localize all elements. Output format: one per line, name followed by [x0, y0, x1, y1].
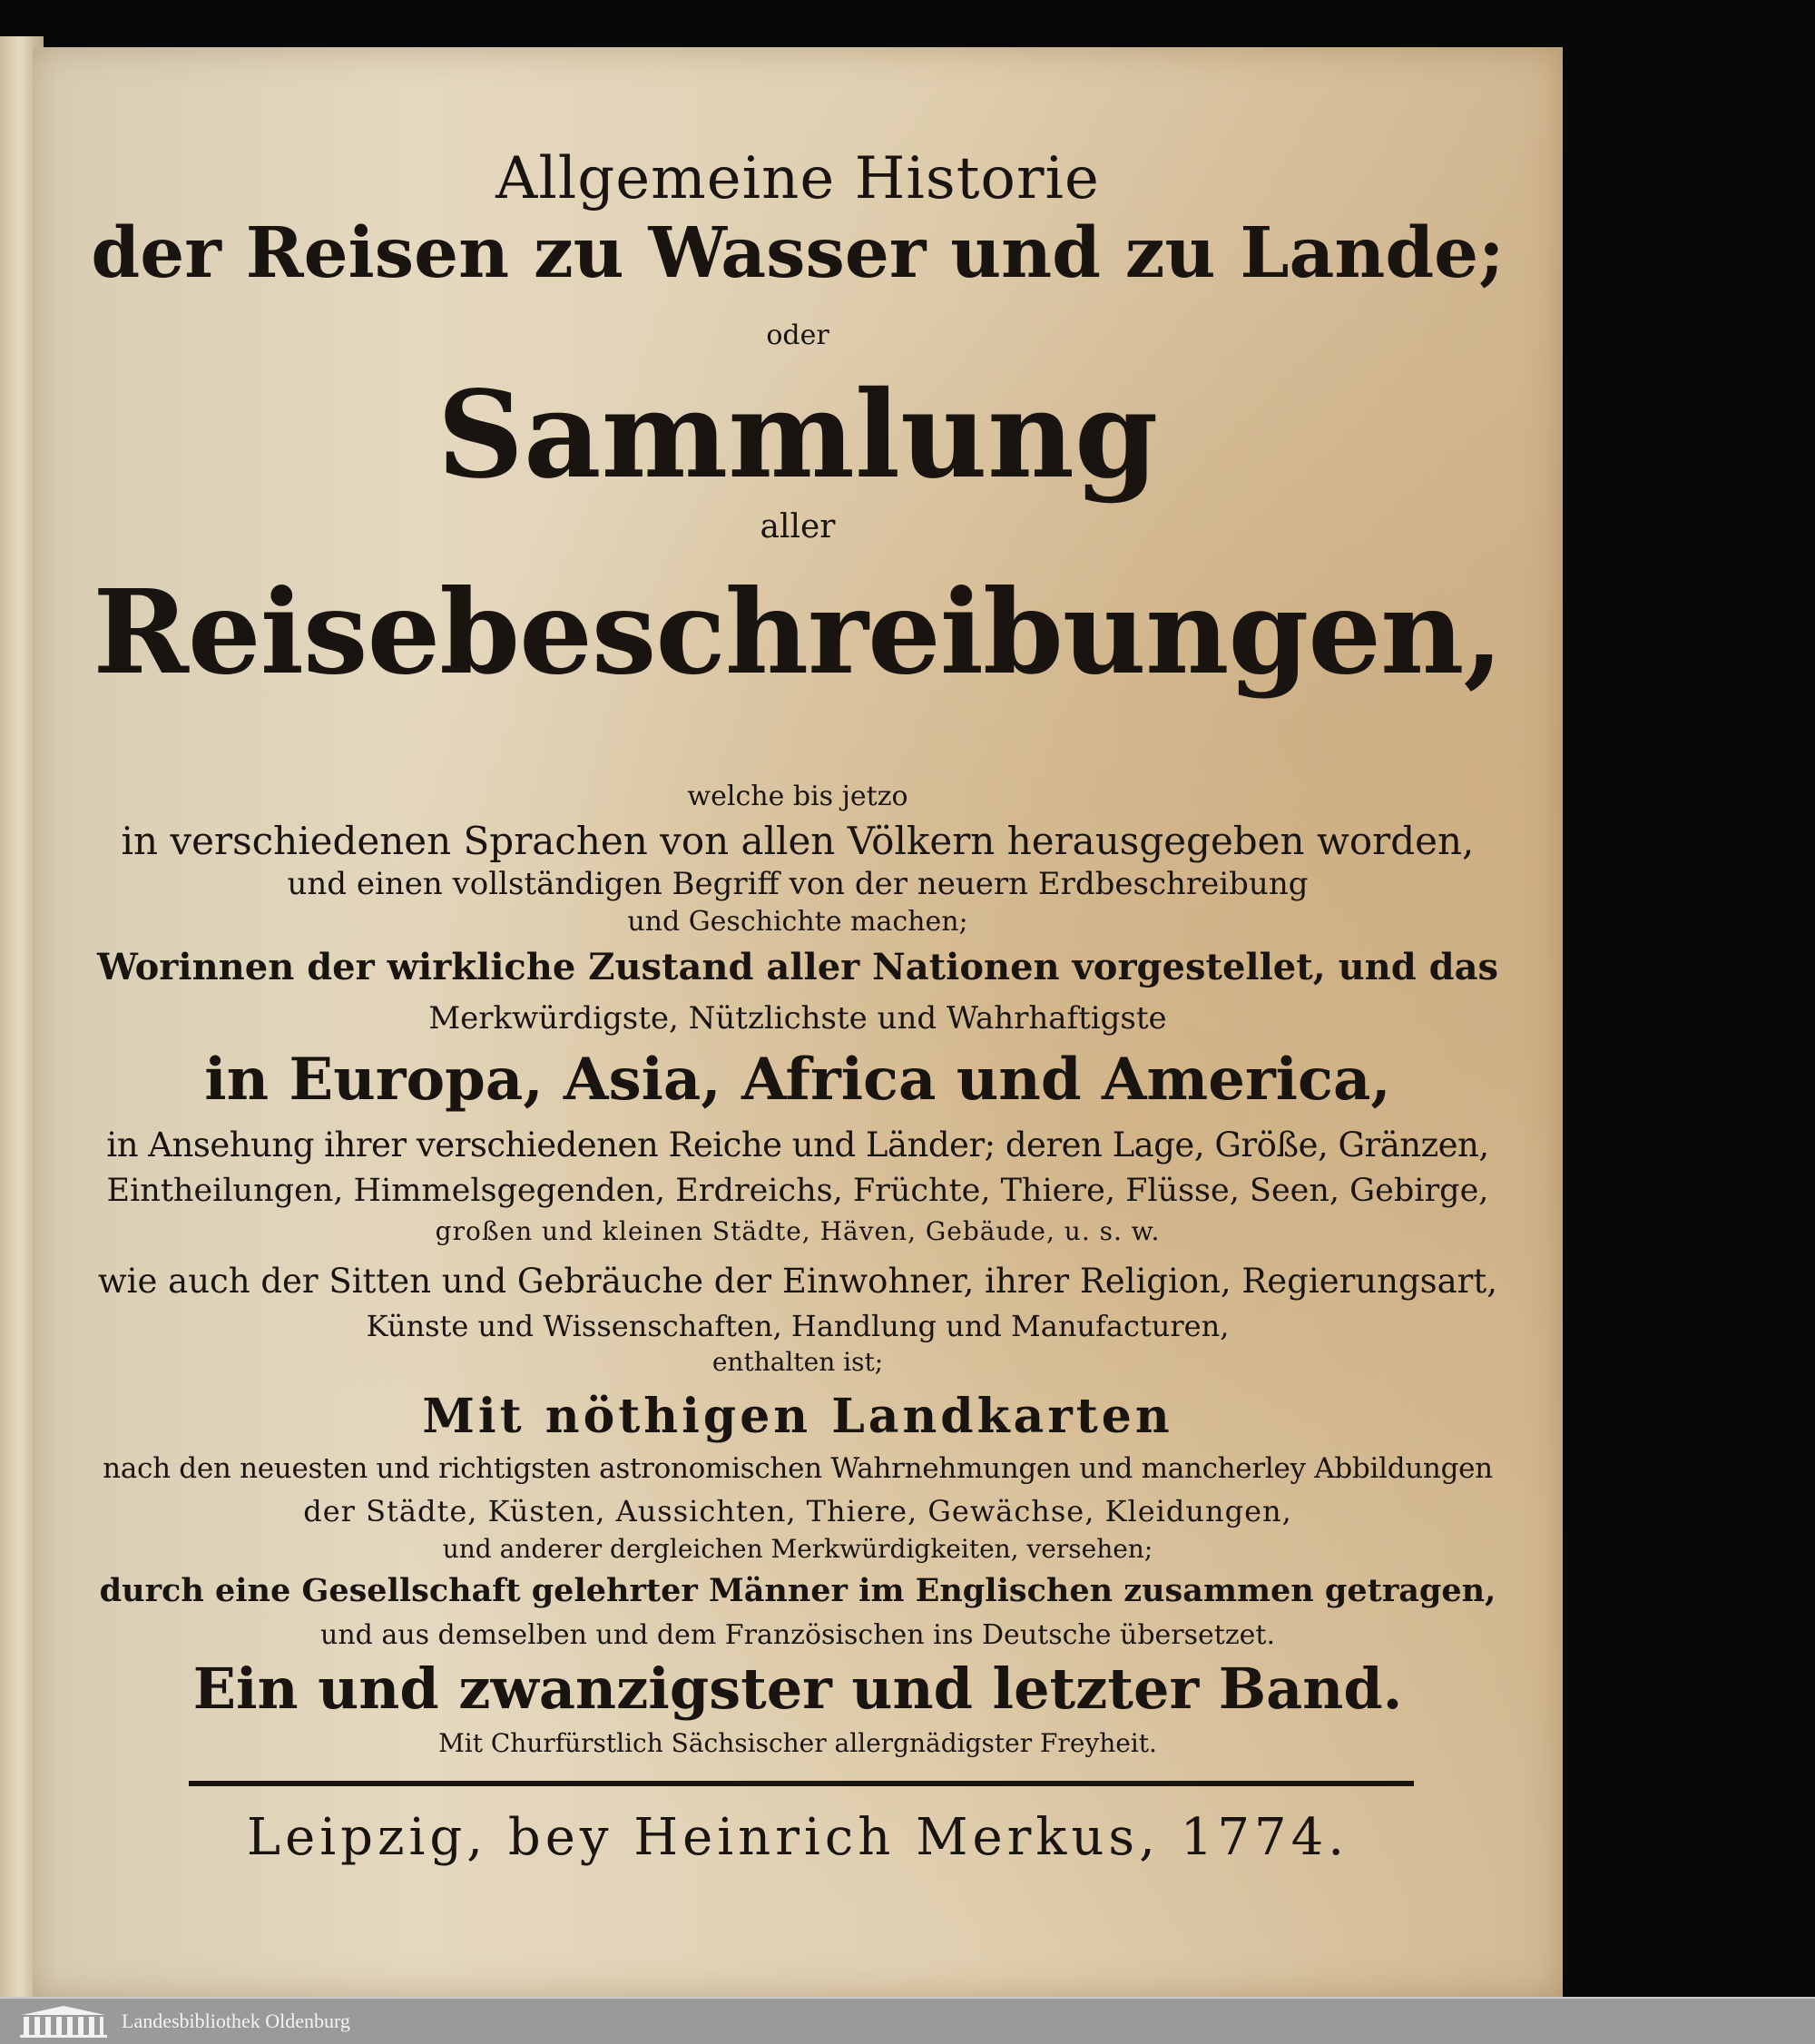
- title-aller: aller: [760, 508, 836, 545]
- imprint: Leipzig, bey Heinrich Merkus, 1774.: [246, 1808, 1349, 1867]
- title-page-text: [33, 47, 1563, 1997]
- library-name: Landesbibliothek Oldenburg: [122, 2010, 350, 2032]
- library-building-icon: [18, 2006, 109, 2037]
- subtitle-enthalten: enthalten ist;: [711, 1347, 884, 1377]
- title-reisebeschreibungen: Reisebeschreibungen,: [93, 565, 1503, 700]
- volume-statement: Ein und zwanzigster und letzter Band.: [192, 1656, 1403, 1722]
- imprint-rule: [189, 1781, 1414, 1786]
- subtitle-grossen: großen und kleinen Städte, Häven, Gebäude, u. s. w.: [435, 1216, 1161, 1246]
- subtitle-welche: welche bis jetzo: [687, 781, 908, 812]
- subtitle-der-staedte: der Städte, Küsten, Aussichten, Thiere, Gewächse, Kleidungen,: [303, 1494, 1292, 1528]
- subtitle-und-geschichte: und Geschichte machen;: [627, 906, 968, 938]
- subtitle-und-einen: und einen vollständigen Begriff von der neuern Erdbeschreibung: [287, 866, 1309, 902]
- library-footer: [0, 1997, 1815, 2044]
- subtitle-in-verschiedenen: in verschiedenen Sprachen von allen Völkern herausgegeben worden,: [121, 819, 1475, 863]
- title-line-1: Allgemeine Historie: [495, 145, 1100, 212]
- subtitle-sitten: wie auch der Sitten und Gebräuche der Einwohner, ihrer Religion, Regierungsart,: [97, 1262, 1497, 1301]
- subtitle-ansehung: in Ansehung ihrer verschiedenen Reiche und Länder; deren Lage, Größe, Gränzen,: [106, 1125, 1489, 1164]
- subtitle-durch-eine: durch eine Gesellschaft gelehrter Männer im Englischen zusammen getragen,: [99, 1572, 1496, 1609]
- subtitle-nach-den: nach den neuesten und richtigsten astronomischen Wahrnehmungen und mancherley Abbildungen: [103, 1452, 1493, 1485]
- subtitle-worinnen: Worinnen der wirkliche Zustand aller Nationen vorgestellet, und das: [96, 946, 1499, 988]
- subtitle-merkwuerdigste: Merkwürdigste, Nützlichste und Wahrhaftigste: [428, 1000, 1167, 1037]
- subtitle-eintheilungen: Eintheilungen, Himmelsgegenden, Erdreichs, Früchte, Thiere, Flüsse, Seen, Gebirge,: [106, 1173, 1489, 1209]
- title-line-2: der Reisen zu Wasser und zu Lande;: [91, 212, 1505, 294]
- title-oder: oder: [766, 319, 829, 351]
- subtitle-mit-landkarten: Mit nöthigen Landkarten: [422, 1389, 1173, 1444]
- title-page: [33, 47, 1563, 1997]
- subtitle-kuenste: Künste und Wissenschaften, Handlung und Manufacturen,: [366, 1309, 1230, 1343]
- subtitle-und-aus: und aus demselben und dem Französischen ins Deutsche übersetzet.: [320, 1619, 1275, 1651]
- title-sammlung: Sammlung: [437, 365, 1159, 506]
- privilege-statement: Mit Churfürstlich Sächsischer allergnädigster Freyheit.: [438, 1728, 1157, 1758]
- subtitle-continents: in Europa, Asia, Africa und America,: [204, 1046, 1391, 1114]
- subtitle-und-anderer: und anderer dergleichen Merkwürdigkeiten, versehen;: [442, 1534, 1153, 1564]
